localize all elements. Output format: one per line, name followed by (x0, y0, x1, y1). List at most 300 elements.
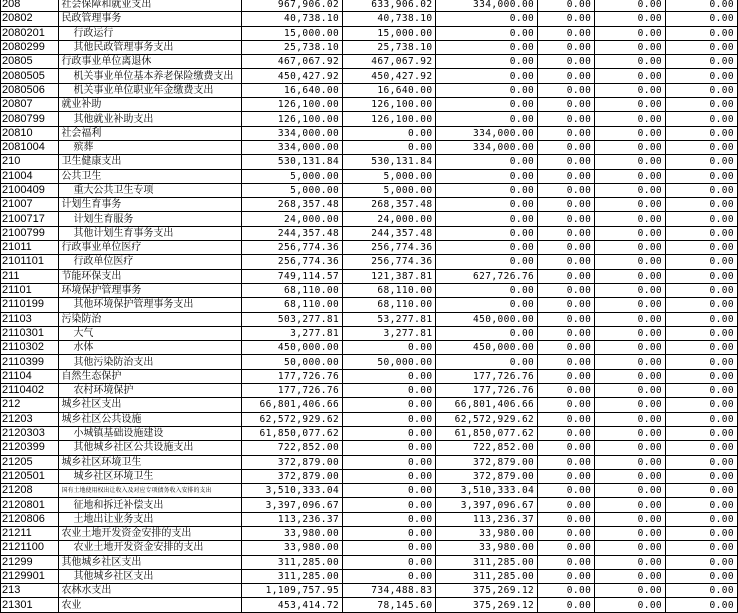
subject-code-cell[interactable]: 210 (1, 155, 59, 169)
amount-cell[interactable]: 0.00 (343, 469, 436, 483)
amount-cell[interactable]: 0.00 (538, 598, 595, 612)
amount-cell[interactable]: 0.00 (343, 526, 436, 540)
subject-name-cell[interactable]: 国有土地使用权出让收入及对应专项债务收入安排的支出 (59, 484, 242, 498)
amount-cell[interactable]: 5,000.00 (242, 183, 343, 197)
amount-cell[interactable]: 0.00 (595, 169, 666, 183)
amount-cell[interactable]: 61,850,077.62 (436, 426, 538, 440)
amount-cell[interactable]: 0.00 (538, 355, 595, 369)
subject-name-cell[interactable]: 计划生育事务 (59, 198, 242, 212)
amount-cell[interactable]: 0.00 (595, 384, 666, 398)
amount-cell[interactable]: 244,357.48 (242, 226, 343, 240)
amount-cell[interactable]: 256,774.36 (242, 241, 343, 255)
amount-cell[interactable]: 0.00 (538, 569, 595, 583)
subject-name-cell[interactable]: 公共卫生 (59, 169, 242, 183)
amount-cell[interactable]: 311,285.00 (436, 555, 538, 569)
amount-cell[interactable]: 126,100.00 (343, 98, 436, 112)
amount-cell[interactable]: 334,000.00 (436, 140, 538, 154)
subject-name-cell[interactable]: 社会保障和就业支出 (59, 0, 242, 12)
amount-cell[interactable]: 3,510,333.04 (242, 484, 343, 498)
amount-cell[interactable]: 0.00 (538, 26, 595, 40)
amount-cell[interactable]: 177,726.76 (436, 369, 538, 383)
subject-code-cell[interactable]: 2080799 (1, 112, 59, 126)
subject-code-cell[interactable]: 212 (1, 398, 59, 412)
subject-code-cell[interactable]: 21211 (1, 526, 59, 540)
amount-cell[interactable]: 33,980.00 (436, 541, 538, 555)
amount-cell[interactable]: 0.00 (538, 384, 595, 398)
subject-name-cell[interactable]: 就业补助 (59, 98, 242, 112)
amount-cell[interactable]: 0.00 (538, 326, 595, 340)
amount-cell[interactable]: 734,488.83 (343, 584, 436, 598)
amount-cell[interactable]: 0.00 (666, 183, 738, 197)
amount-cell[interactable]: 0.00 (538, 283, 595, 297)
amount-cell[interactable]: 0.00 (666, 398, 738, 412)
amount-cell[interactable]: 0.00 (595, 241, 666, 255)
amount-cell[interactable]: 749,114.57 (242, 269, 343, 283)
amount-cell[interactable]: 530,131.84 (343, 155, 436, 169)
subject-code-cell[interactable]: 20802 (1, 12, 59, 26)
subject-name-cell[interactable]: 行政单位医疗 (59, 255, 242, 269)
amount-cell[interactable]: 0.00 (343, 384, 436, 398)
subject-code-cell[interactable]: 21007 (1, 198, 59, 212)
subject-code-cell[interactable]: 2129901 (1, 569, 59, 583)
amount-cell[interactable]: 5,000.00 (343, 183, 436, 197)
amount-cell[interactable]: 0.00 (343, 569, 436, 583)
subject-code-cell[interactable]: 21104 (1, 369, 59, 383)
amount-cell[interactable]: 0.00 (538, 555, 595, 569)
amount-cell[interactable]: 0.00 (666, 283, 738, 297)
subject-code-cell[interactable]: 2120806 (1, 512, 59, 526)
amount-cell[interactable]: 24,000.00 (343, 212, 436, 226)
amount-cell[interactable]: 0.00 (538, 241, 595, 255)
amount-cell[interactable]: 0.00 (343, 455, 436, 469)
amount-cell[interactable]: 0.00 (343, 498, 436, 512)
amount-cell[interactable]: 467,067.92 (343, 55, 436, 69)
amount-cell[interactable]: 722,852.00 (436, 441, 538, 455)
amount-cell[interactable]: 126,100.00 (242, 98, 343, 112)
amount-cell[interactable]: 450,000.00 (242, 341, 343, 355)
subject-name-cell[interactable]: 城乡社区环境卫生 (59, 455, 242, 469)
subject-code-cell[interactable]: 2080505 (1, 69, 59, 83)
amount-cell[interactable]: 0.00 (595, 369, 666, 383)
subject-code-cell[interactable]: 2081004 (1, 140, 59, 154)
amount-cell[interactable]: 0.00 (538, 212, 595, 226)
subject-name-cell[interactable]: 其他城乡社区支出 (59, 555, 242, 569)
amount-cell[interactable]: 33,980.00 (436, 526, 538, 540)
amount-cell[interactable]: 450,000.00 (436, 312, 538, 326)
subject-code-cell[interactable]: 2100799 (1, 226, 59, 240)
amount-cell[interactable]: 0.00 (595, 283, 666, 297)
amount-cell[interactable]: 0.00 (343, 140, 436, 154)
subject-code-cell[interactable]: 2110399 (1, 355, 59, 369)
amount-cell[interactable]: 0.00 (436, 183, 538, 197)
amount-cell[interactable]: 268,357.48 (343, 198, 436, 212)
amount-cell[interactable]: 0.00 (538, 140, 595, 154)
subject-name-cell[interactable]: 土地出让业务支出 (59, 512, 242, 526)
amount-cell[interactable]: 113,236.37 (242, 512, 343, 526)
subject-name-cell[interactable]: 水体 (59, 341, 242, 355)
amount-cell[interactable]: 33,980.00 (242, 541, 343, 555)
amount-cell[interactable]: 0.00 (436, 212, 538, 226)
amount-cell[interactable]: 68,110.00 (343, 298, 436, 312)
amount-cell[interactable]: 15,000.00 (343, 26, 436, 40)
subject-code-cell[interactable]: 2110301 (1, 326, 59, 340)
amount-cell[interactable]: 1,109,757.95 (242, 584, 343, 598)
amount-cell[interactable]: 0.00 (595, 183, 666, 197)
amount-cell[interactable]: 450,000.00 (436, 341, 538, 355)
amount-cell[interactable]: 0.00 (666, 312, 738, 326)
amount-cell[interactable]: 375,269.12 (436, 584, 538, 598)
amount-cell[interactable]: 0.00 (595, 40, 666, 54)
amount-cell[interactable]: 0.00 (343, 441, 436, 455)
subject-code-cell[interactable]: 21011 (1, 241, 59, 255)
amount-cell[interactable]: 0.00 (666, 469, 738, 483)
amount-cell[interactable]: 177,726.76 (242, 369, 343, 383)
subject-name-cell[interactable]: 其他就业补助支出 (59, 112, 242, 126)
subject-name-cell[interactable]: 行政事业单位离退休 (59, 55, 242, 69)
subject-name-cell[interactable]: 行政事业单位医疗 (59, 241, 242, 255)
subject-code-cell[interactable]: 2100717 (1, 212, 59, 226)
amount-cell[interactable]: 0.00 (666, 226, 738, 240)
subject-code-cell[interactable]: 20805 (1, 55, 59, 69)
subject-name-cell[interactable]: 计划生育服务 (59, 212, 242, 226)
subject-name-cell[interactable]: 农村环境保护 (59, 384, 242, 398)
amount-cell[interactable]: 0.00 (538, 412, 595, 426)
subject-name-cell[interactable]: 其他计划生育事务支出 (59, 226, 242, 240)
amount-cell[interactable]: 311,285.00 (436, 569, 538, 583)
amount-cell[interactable]: 722,852.00 (242, 441, 343, 455)
amount-cell[interactable]: 0.00 (595, 584, 666, 598)
subject-code-cell[interactable]: 208 (1, 0, 59, 12)
amount-cell[interactable]: 0.00 (436, 255, 538, 269)
amount-cell[interactable]: 0.00 (666, 441, 738, 455)
amount-cell[interactable]: 0.00 (595, 26, 666, 40)
subject-name-cell[interactable]: 卫生健康支出 (59, 155, 242, 169)
amount-cell[interactable]: 244,357.48 (343, 226, 436, 240)
amount-cell[interactable]: 0.00 (538, 369, 595, 383)
amount-cell[interactable]: 0.00 (538, 40, 595, 54)
amount-cell[interactable]: 5,000.00 (242, 169, 343, 183)
amount-cell[interactable]: 0.00 (538, 269, 595, 283)
amount-cell[interactable]: 0.00 (595, 126, 666, 140)
amount-cell[interactable]: 0.00 (666, 40, 738, 54)
amount-cell[interactable]: 62,572,929.62 (436, 412, 538, 426)
amount-cell[interactable]: 177,726.76 (436, 384, 538, 398)
amount-cell[interactable]: 0.00 (666, 69, 738, 83)
amount-cell[interactable]: 0.00 (666, 569, 738, 583)
amount-cell[interactable]: 0.00 (538, 83, 595, 97)
amount-cell[interactable]: 68,110.00 (242, 298, 343, 312)
amount-cell[interactable]: 0.00 (538, 0, 595, 12)
amount-cell[interactable]: 0.00 (538, 98, 595, 112)
amount-cell[interactable]: 0.00 (595, 98, 666, 112)
amount-cell[interactable]: 0.00 (595, 140, 666, 154)
subject-name-cell[interactable]: 自然生态保护 (59, 369, 242, 383)
amount-cell[interactable]: 450,427.92 (242, 69, 343, 83)
amount-cell[interactable]: 0.00 (538, 426, 595, 440)
subject-code-cell[interactable]: 2100409 (1, 183, 59, 197)
amount-cell[interactable]: 0.00 (595, 412, 666, 426)
subject-code-cell[interactable]: 2080201 (1, 26, 59, 40)
amount-cell[interactable]: 0.00 (538, 112, 595, 126)
amount-cell[interactable]: 0.00 (343, 398, 436, 412)
amount-cell[interactable]: 0.00 (666, 26, 738, 40)
amount-cell[interactable]: 0.00 (538, 455, 595, 469)
amount-cell[interactable]: 0.00 (666, 212, 738, 226)
amount-cell[interactable]: 0.00 (436, 69, 538, 83)
amount-cell[interactable]: 0.00 (343, 412, 436, 426)
amount-cell[interactable]: 0.00 (666, 140, 738, 154)
amount-cell[interactable]: 0.00 (595, 112, 666, 126)
subject-name-cell[interactable]: 机关事业单位基本养老保险缴费支出 (59, 69, 242, 83)
amount-cell[interactable]: 0.00 (436, 26, 538, 40)
amount-cell[interactable]: 15,000.00 (242, 26, 343, 40)
amount-cell[interactable]: 0.00 (538, 541, 595, 555)
amount-cell[interactable]: 0.00 (595, 255, 666, 269)
amount-cell[interactable]: 16,640.00 (343, 83, 436, 97)
subject-name-cell[interactable]: 其他污染防治支出 (59, 355, 242, 369)
amount-cell[interactable]: 0.00 (538, 155, 595, 169)
amount-cell[interactable]: 0.00 (436, 298, 538, 312)
amount-cell[interactable]: 256,774.36 (343, 255, 436, 269)
amount-cell[interactable]: 0.00 (595, 226, 666, 240)
amount-cell[interactable]: 0.00 (343, 555, 436, 569)
amount-cell[interactable]: 68,110.00 (343, 283, 436, 297)
amount-cell[interactable]: 0.00 (666, 0, 738, 12)
subject-code-cell[interactable]: 21101 (1, 283, 59, 297)
amount-cell[interactable]: 0.00 (538, 441, 595, 455)
subject-code-cell[interactable]: 211 (1, 269, 59, 283)
amount-cell[interactable]: 0.00 (538, 183, 595, 197)
amount-cell[interactable]: 33,980.00 (242, 526, 343, 540)
amount-cell[interactable]: 0.00 (538, 69, 595, 83)
amount-cell[interactable]: 0.00 (538, 312, 595, 326)
amount-cell[interactable]: 0.00 (538, 298, 595, 312)
subject-code-cell[interactable]: 2120303 (1, 426, 59, 440)
amount-cell[interactable]: 375,269.12 (436, 598, 538, 612)
subject-code-cell[interactable]: 21203 (1, 412, 59, 426)
amount-cell[interactable]: 0.00 (595, 12, 666, 26)
amount-cell[interactable]: 0.00 (538, 169, 595, 183)
amount-cell[interactable]: 0.00 (666, 269, 738, 283)
amount-cell[interactable]: 0.00 (436, 98, 538, 112)
amount-cell[interactable]: 0.00 (538, 12, 595, 26)
amount-cell[interactable]: 0.00 (666, 241, 738, 255)
subject-name-cell[interactable]: 城乡社区支出 (59, 398, 242, 412)
amount-cell[interactable]: 0.00 (538, 126, 595, 140)
amount-cell[interactable]: 0.00 (666, 169, 738, 183)
amount-cell[interactable]: 53,277.81 (343, 312, 436, 326)
amount-cell[interactable]: 372,879.00 (242, 455, 343, 469)
amount-cell[interactable]: 0.00 (666, 126, 738, 140)
amount-cell[interactable]: 0.00 (666, 412, 738, 426)
amount-cell[interactable]: 68,110.00 (242, 283, 343, 297)
amount-cell[interactable]: 0.00 (595, 155, 666, 169)
subject-code-cell[interactable]: 213 (1, 584, 59, 598)
amount-cell[interactable]: 0.00 (666, 484, 738, 498)
amount-cell[interactable]: 0.00 (666, 341, 738, 355)
amount-cell[interactable]: 334,000.00 (436, 126, 538, 140)
amount-cell[interactable]: 0.00 (595, 69, 666, 83)
amount-cell[interactable]: 0.00 (343, 341, 436, 355)
amount-cell[interactable]: 334,000.00 (242, 140, 343, 154)
subject-code-cell[interactable]: 2101101 (1, 255, 59, 269)
amount-cell[interactable]: 0.00 (595, 541, 666, 555)
amount-cell[interactable]: 177,726.76 (242, 384, 343, 398)
subject-code-cell[interactable]: 2080299 (1, 40, 59, 54)
subject-name-cell[interactable]: 其他环境保护管理事务支出 (59, 298, 242, 312)
amount-cell[interactable]: 256,774.36 (343, 241, 436, 255)
amount-cell[interactable]: 0.00 (436, 55, 538, 69)
amount-cell[interactable]: 334,000.00 (436, 0, 538, 12)
subject-code-cell[interactable]: 21301 (1, 598, 59, 612)
amount-cell[interactable]: 0.00 (343, 426, 436, 440)
amount-cell[interactable]: 0.00 (666, 498, 738, 512)
amount-cell[interactable]: 0.00 (595, 469, 666, 483)
amount-cell[interactable]: 450,427.92 (343, 69, 436, 83)
amount-cell[interactable]: 66,801,406.66 (242, 398, 343, 412)
amount-cell[interactable]: 0.00 (666, 326, 738, 340)
amount-cell[interactable]: 334,000.00 (242, 126, 343, 140)
amount-cell[interactable]: 0.00 (595, 484, 666, 498)
amount-cell[interactable]: 0.00 (666, 555, 738, 569)
subject-name-cell[interactable]: 其他城乡社区支出 (59, 569, 242, 583)
subject-code-cell[interactable]: 2121100 (1, 541, 59, 555)
amount-cell[interactable]: 0.00 (666, 584, 738, 598)
subject-name-cell[interactable]: 机关事业单位职业年金缴费支出 (59, 83, 242, 97)
amount-cell[interactable]: 40,738.10 (242, 12, 343, 26)
amount-cell[interactable]: 0.00 (595, 0, 666, 12)
amount-cell[interactable]: 0.00 (666, 541, 738, 555)
subject-code-cell[interactable]: 21299 (1, 555, 59, 569)
amount-cell[interactable]: 0.00 (666, 12, 738, 26)
amount-cell[interactable]: 0.00 (595, 398, 666, 412)
subject-name-cell[interactable]: 污染防治 (59, 312, 242, 326)
amount-cell[interactable]: 3,397,096.67 (242, 498, 343, 512)
amount-cell[interactable]: 24,000.00 (242, 212, 343, 226)
amount-cell[interactable]: 0.00 (666, 155, 738, 169)
amount-cell[interactable]: 311,285.00 (242, 555, 343, 569)
amount-cell[interactable]: 0.00 (595, 83, 666, 97)
subject-name-cell[interactable]: 城乡社区公共设施 (59, 412, 242, 426)
subject-code-cell[interactable]: 2080506 (1, 83, 59, 97)
subject-name-cell[interactable]: 其他城乡社区公共设施支出 (59, 441, 242, 455)
amount-cell[interactable]: 0.00 (538, 584, 595, 598)
amount-cell[interactable]: 0.00 (666, 369, 738, 383)
amount-cell[interactable]: 0.00 (666, 355, 738, 369)
amount-cell[interactable]: 0.00 (666, 255, 738, 269)
amount-cell[interactable]: 0.00 (343, 126, 436, 140)
amount-cell[interactable]: 467,067.92 (242, 55, 343, 69)
subject-code-cell[interactable]: 21205 (1, 455, 59, 469)
amount-cell[interactable]: 0.00 (595, 312, 666, 326)
amount-cell[interactable]: 5,000.00 (343, 169, 436, 183)
amount-cell[interactable]: 25,738.10 (242, 40, 343, 54)
subject-code-cell[interactable]: 21103 (1, 312, 59, 326)
amount-cell[interactable]: 0.00 (538, 255, 595, 269)
amount-cell[interactable]: 0.00 (343, 541, 436, 555)
amount-cell[interactable]: 50,000.00 (242, 355, 343, 369)
amount-cell[interactable]: 0.00 (538, 498, 595, 512)
subject-code-cell[interactable]: 2110199 (1, 298, 59, 312)
amount-cell[interactable]: 372,879.00 (436, 469, 538, 483)
amount-cell[interactable]: 0.00 (343, 369, 436, 383)
amount-cell[interactable]: 16,640.00 (242, 83, 343, 97)
amount-cell[interactable]: 3,397,096.67 (436, 498, 538, 512)
amount-cell[interactable]: 372,879.00 (242, 469, 343, 483)
amount-cell[interactable]: 0.00 (436, 226, 538, 240)
subject-name-cell[interactable]: 征地和拆迁补偿支出 (59, 498, 242, 512)
amount-cell[interactable]: 0.00 (436, 326, 538, 340)
subject-name-cell[interactable]: 农业土地开发资金安排的支出 (59, 526, 242, 540)
subject-name-cell[interactable]: 城乡社区环境卫生 (59, 469, 242, 483)
subject-name-cell[interactable]: 环境保护管理事务 (59, 283, 242, 297)
subject-code-cell[interactable]: 20810 (1, 126, 59, 140)
subject-code-cell[interactable]: 2120501 (1, 469, 59, 483)
subject-name-cell[interactable]: 其他民政管理事务支出 (59, 40, 242, 54)
amount-cell[interactable]: 0.00 (538, 55, 595, 69)
subject-code-cell[interactable]: 21208 (1, 484, 59, 498)
amount-cell[interactable]: 0.00 (595, 298, 666, 312)
amount-cell[interactable]: 0.00 (666, 598, 738, 612)
subject-name-cell[interactable]: 农业土地开发资金安排的支出 (59, 541, 242, 555)
amount-cell[interactable]: 0.00 (538, 398, 595, 412)
amount-cell[interactable]: 967,906.02 (242, 0, 343, 12)
subject-code-cell[interactable]: 2120399 (1, 441, 59, 455)
amount-cell[interactable]: 530,131.84 (242, 155, 343, 169)
amount-cell[interactable]: 0.00 (595, 526, 666, 540)
amount-cell[interactable]: 0.00 (436, 355, 538, 369)
amount-cell[interactable]: 0.00 (666, 98, 738, 112)
subject-name-cell[interactable]: 小城镇基础设施建设 (59, 426, 242, 440)
amount-cell[interactable]: 0.00 (595, 441, 666, 455)
subject-code-cell[interactable]: 20807 (1, 98, 59, 112)
amount-cell[interactable]: 503,277.81 (242, 312, 343, 326)
amount-cell[interactable]: 0.00 (436, 12, 538, 26)
subject-name-cell[interactable]: 农林水支出 (59, 584, 242, 598)
amount-cell[interactable]: 0.00 (436, 283, 538, 297)
amount-cell[interactable]: 0.00 (436, 155, 538, 169)
amount-cell[interactable]: 0.00 (538, 226, 595, 240)
amount-cell[interactable]: 268,357.48 (242, 198, 343, 212)
amount-cell[interactable]: 0.00 (538, 341, 595, 355)
amount-cell[interactable]: 0.00 (595, 426, 666, 440)
amount-cell[interactable]: 0.00 (436, 169, 538, 183)
amount-cell[interactable]: 0.00 (666, 455, 738, 469)
amount-cell[interactable]: 126,100.00 (343, 112, 436, 126)
amount-cell[interactable]: 61,850,077.62 (242, 426, 343, 440)
amount-cell[interactable]: 0.00 (595, 212, 666, 226)
subject-name-cell[interactable]: 重大公共卫生专项 (59, 183, 242, 197)
subject-name-cell[interactable]: 民政管理事务 (59, 12, 242, 26)
amount-cell[interactable]: 0.00 (538, 198, 595, 212)
amount-cell[interactable]: 627,726.76 (436, 269, 538, 283)
amount-cell[interactable]: 126,100.00 (242, 112, 343, 126)
amount-cell[interactable]: 0.00 (343, 512, 436, 526)
amount-cell[interactable]: 40,738.10 (343, 12, 436, 26)
amount-cell[interactable]: 0.00 (595, 326, 666, 340)
amount-cell[interactable]: 311,285.00 (242, 569, 343, 583)
subject-code-cell[interactable]: 2110402 (1, 384, 59, 398)
subject-code-cell[interactable]: 21004 (1, 169, 59, 183)
amount-cell[interactable]: 453,414.72 (242, 598, 343, 612)
amount-cell[interactable]: 0.00 (595, 269, 666, 283)
subject-code-cell[interactable]: 2120801 (1, 498, 59, 512)
subject-name-cell[interactable]: 农业 (59, 598, 242, 612)
amount-cell[interactable]: 0.00 (436, 241, 538, 255)
amount-cell[interactable]: 0.00 (538, 512, 595, 526)
amount-cell[interactable]: 3,277.81 (242, 326, 343, 340)
amount-cell[interactable]: 0.00 (595, 569, 666, 583)
